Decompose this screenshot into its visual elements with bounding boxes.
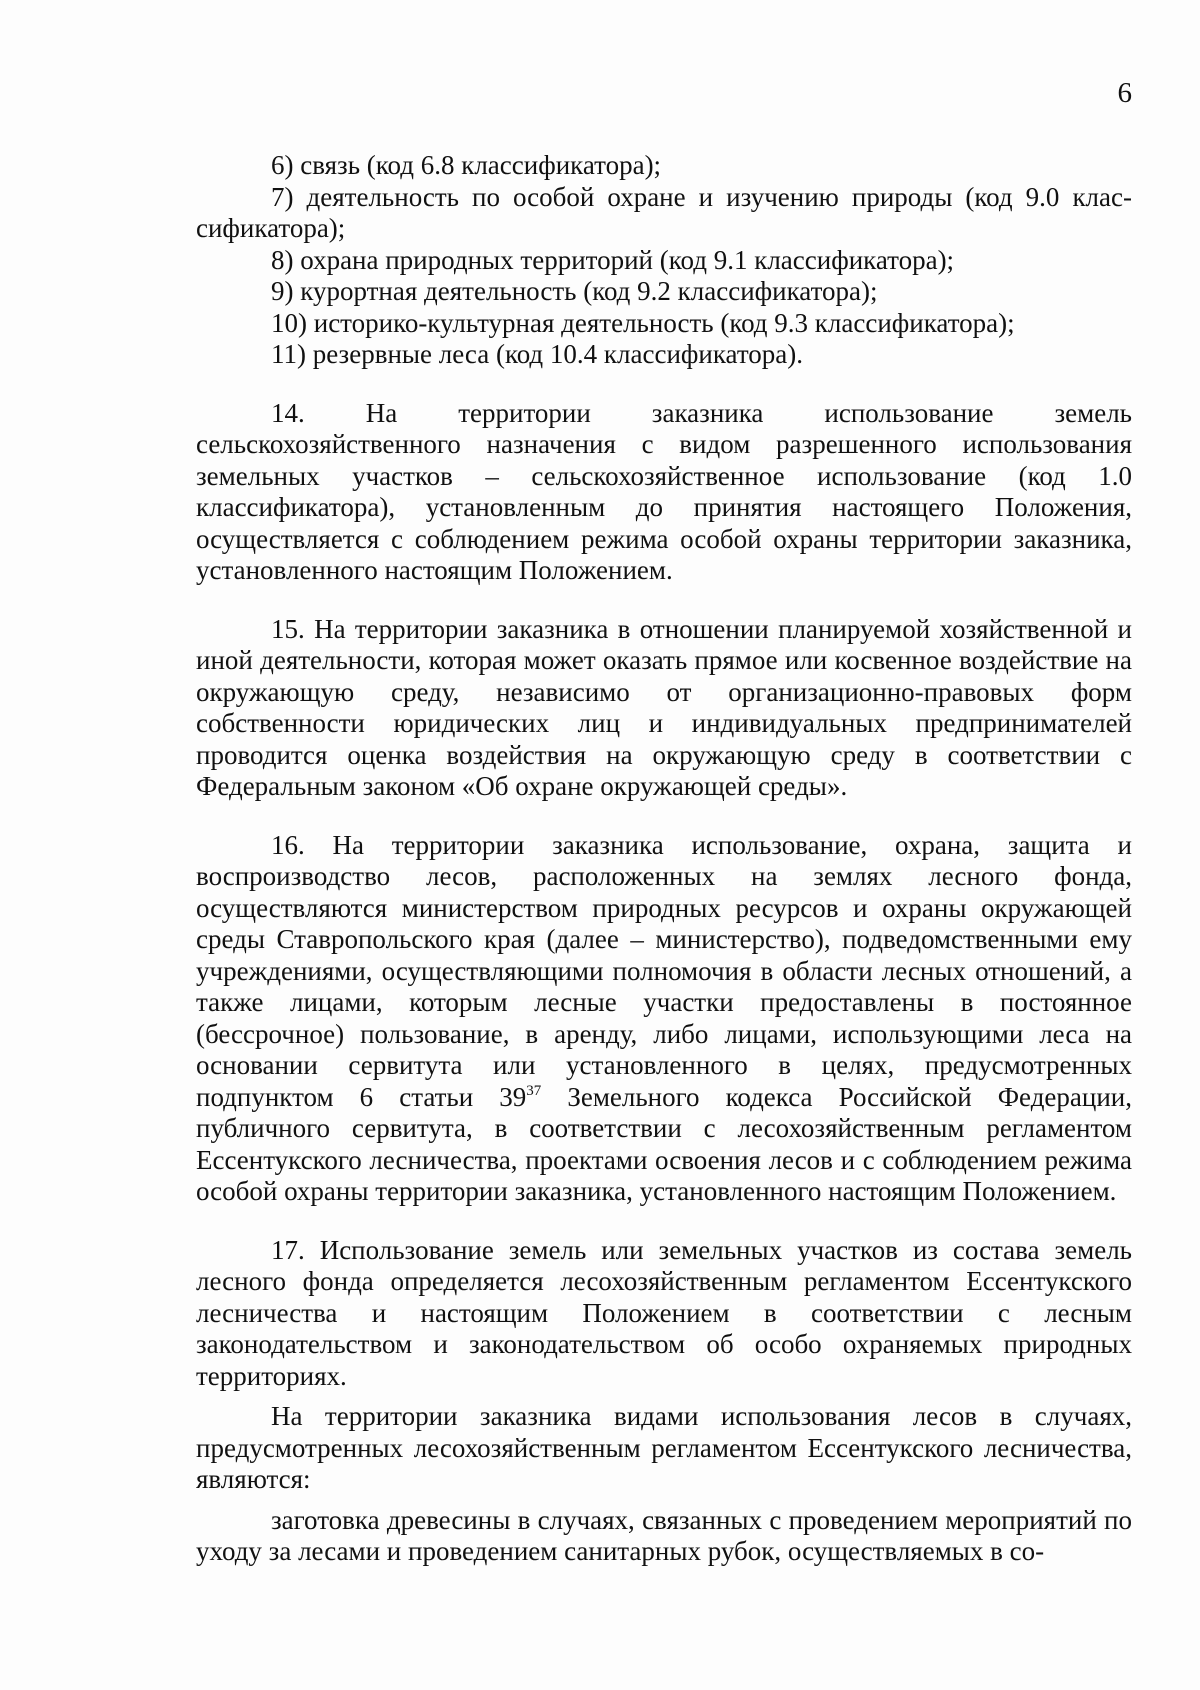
paragraph-timber-harvesting: заготовка древесины в случаях, связанных с проведением мероприятий по уходу за лесами и проведением санитарных рубок, осуществляемых в со- (196, 1504, 1132, 1566)
list-item: 10) историко-культурная деятельность (код 9.3 классификатора); (271, 307, 1015, 338)
list-item: 11) резервные леса (код 10.4 классификатора). (271, 339, 803, 369)
article-superscript: 37 (526, 1082, 542, 1099)
paragraph-15: 15. На территории заказника в отношении планируемой хозяйственной и иной деятельности, которая может оказать прямое или косвенное воздействие на окружающую среду, независимо от организационно-правовых форм собственности юридических лиц и индивидуальных предпринимателей проводится оценка воздействия на окружающую среду в соответствии с Федеральным законом «Об охране окружающей среды». (196, 613, 1132, 801)
page-number: 6 (1117, 77, 1132, 109)
paragraph-16 (196, 830, 1132, 1208)
paragraph-16-text-start: 16. На территории заказника использование, охрана, защита и воспроизводство лесов, расположенных на землях лесного фонда, осуществляются министерством природных ресурсов и охраны окружающей среды Ставропольского края (далее – министерство), подведомственными ему учреждениями, осуществляющими полномочия в области лесных отношений, а также лицами, которым лесные участки предоставлены в постоянное (бессрочное) пользование, в аренду, либо лицами, использующими леса на основании сервитута или установленного в целях, предусмотренных подпунктом 6 статьи 39 (196, 829, 1132, 1112)
document-body (196, 150, 1132, 1568)
list-item: 6) связь (код 6.8 классификатора); (271, 150, 662, 180)
list-item: 7) деятельность по особой охране и изучению природы (код 9.0 клас-сификатора); (196, 181, 1132, 243)
list-item: 8) охрана природных территорий (код 9.1 классификатора); (271, 244, 955, 275)
list-item: 9) курортная деятельность (код 9.2 классификатора); (271, 276, 878, 306)
paragraph-17: 17. Использование земель или земельных участков из состава земель лесного фонда определяется лесохозяйственным регламентом Ессентукского лесничества и настоящим Положением в соответствии с лесным законодательством и законодательством об особо охраняемых природных территориях. (196, 1234, 1132, 1391)
paragraph-forest-uses: На территории заказника видами использования лесов в случаях, предусмотренных лесохозяйственным регламентом Ессентукского лесничества, являются: (196, 1401, 1132, 1494)
paragraph-16-text-end: Земельного кодекса Российской Федерации, публичного сервитута, в соответствии с лесохозяйственным регламентом Ессентукского лесничества, проектами освоения лесов и с соблюдением режима особой охраны территории заказника, установленного настоящим Положением. (196, 1081, 1132, 1206)
paragraph-14: 14. На территории заказника использование земель сельскохозяйственного назначения с видом разрешенного использования земельных участков – сельскохозяйственное использование (код 1.0 классификатора), установленным до принятия настоящего Положения, осуществляется с соблюдением режима особой охраны территории заказника, установленного настоящим Положением. (196, 397, 1132, 585)
